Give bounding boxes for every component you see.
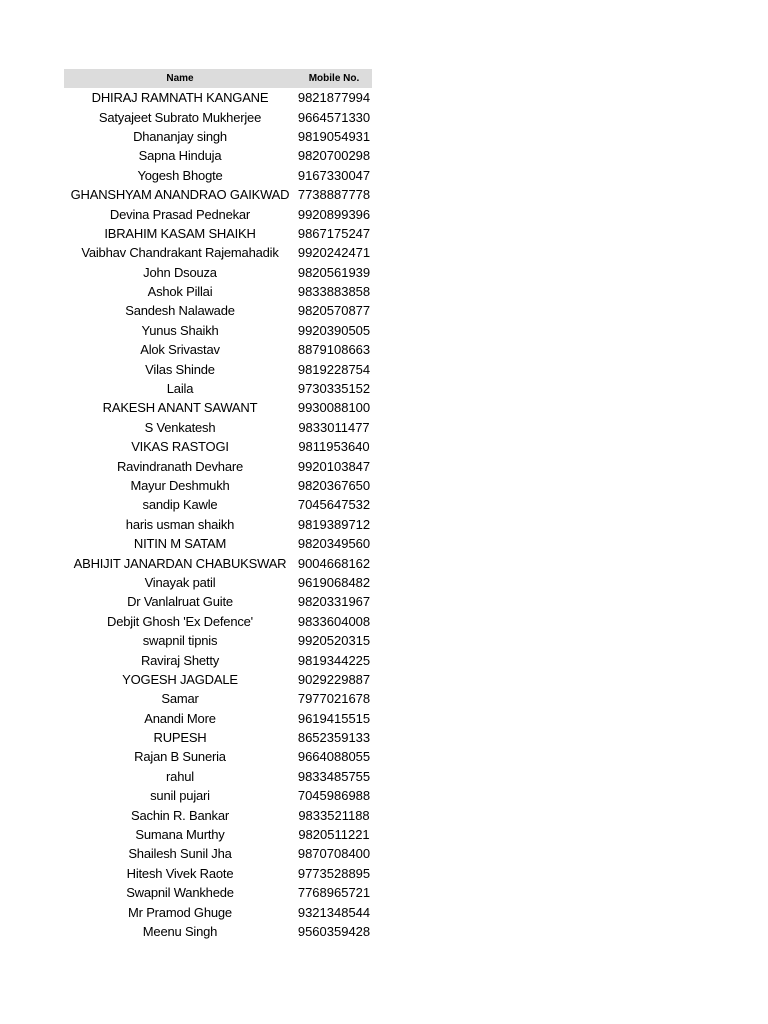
name-cell: Dr Vanlalruat Guite — [127, 594, 233, 610]
table-row — [64, 728, 372, 747]
name-cell: Vinayak patil — [144, 574, 216, 590]
table-row — [64, 456, 372, 475]
mobile-column-header: Mobile No. — [308, 73, 360, 84]
mobile-cell: 9867175247 — [297, 225, 371, 241]
mobile-cell: 9811953640 — [298, 439, 370, 455]
name-cell: Yogesh Bhogte — [137, 167, 223, 183]
table-row — [64, 127, 372, 146]
table-row — [64, 224, 372, 243]
table-row — [64, 166, 372, 185]
table-row — [64, 146, 372, 165]
name-cell: Rajan B Suneria — [134, 749, 226, 765]
mobile-cell: 9920520315 — [297, 633, 371, 649]
mobile-cell: 9820511221 — [298, 827, 370, 843]
name-cell: RAKESH ANANT SAWANT — [102, 400, 258, 416]
table-row — [64, 340, 372, 359]
table-row — [64, 670, 372, 689]
name-cell: Sumana Murthy — [135, 827, 225, 843]
table-row — [64, 437, 372, 456]
table-row — [64, 883, 372, 902]
name-cell: Sachin R. Bankar — [131, 807, 229, 823]
name-cell: Ravindranath Devhare — [116, 458, 244, 474]
mobile-cell: 7045647532 — [297, 497, 371, 513]
table-row — [64, 359, 372, 378]
table-row — [64, 243, 372, 262]
name-cell: swapnil tipnis — [142, 633, 218, 649]
table-row — [64, 844, 372, 863]
mobile-cell: 9920899396 — [297, 206, 371, 222]
table-row — [64, 515, 372, 534]
table-row — [64, 786, 372, 805]
name-cell: Ashok Pillai — [147, 284, 213, 300]
name-cell: Meenu Singh — [142, 923, 218, 939]
contact-table — [64, 69, 372, 941]
table-row — [64, 107, 372, 126]
mobile-cell: 9920242471 — [297, 245, 371, 261]
mobile-cell: 8652359133 — [297, 730, 371, 746]
mobile-cell: 9167330047 — [297, 167, 371, 183]
mobile-cell: 9820331967 — [297, 594, 371, 610]
table-row — [64, 922, 372, 941]
mobile-cell: 9664571330 — [297, 109, 371, 125]
name-cell: Swapnil Wankhede — [126, 885, 234, 901]
mobile-cell: 9820700298 — [297, 148, 371, 164]
mobile-cell: 7045986988 — [297, 788, 371, 804]
name-cell: Samar — [161, 691, 199, 707]
mobile-cell: 9321348544 — [297, 904, 371, 920]
name-cell: Vilas Shinde — [145, 361, 215, 377]
mobile-cell: 9560359428 — [297, 923, 371, 939]
name-cell: Anandi More — [144, 710, 216, 726]
mobile-cell: 9819228754 — [297, 361, 371, 377]
table-row — [64, 709, 372, 728]
table-row — [64, 689, 372, 708]
name-cell: Mr Pramod Ghuge — [128, 904, 232, 920]
mobile-cell: 9029229887 — [297, 671, 371, 687]
table-row — [64, 553, 372, 572]
name-cell: Shailesh Sunil Jha — [128, 846, 232, 862]
mobile-cell: 9821877994 — [297, 90, 371, 106]
name-cell: sunil pujari — [150, 788, 210, 804]
name-cell: rahul — [166, 768, 194, 784]
mobile-cell: 9819344225 — [297, 652, 371, 668]
name-cell: Dhananjay singh — [133, 128, 227, 144]
table-row — [64, 282, 372, 301]
name-cell: John Dsouza — [143, 264, 217, 280]
name-cell: YOGESH JAGDALE — [122, 671, 238, 687]
mobile-cell: 8879108663 — [297, 342, 371, 358]
mobile-cell: 9819054931 — [297, 128, 371, 144]
mobile-cell: 9820367650 — [297, 478, 371, 493]
table-row — [64, 592, 372, 611]
name-cell: Sandesh Nalawade — [125, 303, 235, 319]
mobile-cell: 9833011477 — [298, 419, 370, 435]
table-row — [64, 398, 372, 417]
table-row — [64, 767, 372, 786]
name-cell: GHANSHYAM ANANDRAO GAIKWAD — [70, 187, 290, 203]
name-column-header: Name — [166, 73, 194, 84]
table-row — [64, 825, 372, 844]
mobile-cell: 9833485755 — [297, 768, 371, 784]
table-body — [64, 88, 372, 941]
name-cell: Laila — [166, 381, 194, 397]
name-cell: Devina Prasad Pednekar — [109, 206, 251, 222]
table-row — [64, 612, 372, 631]
mobile-cell: 9773528895 — [297, 865, 371, 881]
mobile-cell: 9833883858 — [297, 284, 371, 300]
table-row — [64, 805, 372, 824]
mobile-cell: 9619068482 — [297, 574, 371, 590]
table-row — [64, 321, 372, 340]
mobile-cell: 9730335152 — [297, 381, 371, 397]
mobile-cell: 9664088055 — [297, 749, 371, 765]
table-row — [64, 301, 372, 320]
mobile-cell: 9920390505 — [297, 322, 371, 338]
name-cell: Debjit Ghosh 'Ex Defence' — [107, 613, 253, 629]
table-row — [64, 263, 372, 282]
mobile-cell: 9820570877 — [297, 303, 371, 319]
mobile-cell: 9820561939 — [297, 264, 371, 280]
table-header — [64, 69, 372, 88]
mobile-cell: 9619415515 — [297, 710, 371, 726]
mobile-cell: 7768965721 — [297, 885, 371, 901]
name-cell: Hitesh Vivek Raote — [126, 865, 234, 881]
table-row — [64, 418, 372, 437]
table-row — [64, 495, 372, 514]
name-cell: RUPESH — [153, 730, 207, 746]
table-row — [64, 650, 372, 669]
name-cell: DHIRAJ RAMNATH KANGANE — [91, 90, 269, 106]
mobile-cell: 9920103847 — [297, 458, 371, 474]
table-row — [64, 573, 372, 592]
name-cell: Vaibhav Chandrakant Rajemahadik — [81, 245, 279, 261]
table-row — [64, 631, 372, 650]
mobile-cell: 9870708400 — [297, 846, 371, 862]
table-row — [64, 379, 372, 398]
table-row — [64, 747, 372, 766]
table-row — [64, 902, 372, 921]
name-cell: Sapna Hinduja — [138, 148, 222, 164]
name-cell: Mayur Deshmukh — [130, 478, 230, 493]
table-row — [64, 185, 372, 204]
mobile-cell: 9004668162 — [297, 555, 371, 571]
name-cell: VIKAS RASTOGI — [131, 439, 229, 455]
mobile-cell: 7738887778 — [297, 187, 371, 203]
table-row — [64, 88, 372, 107]
table-row — [64, 534, 372, 553]
table-row — [64, 864, 372, 883]
mobile-cell: 9833521188 — [298, 807, 370, 823]
name-cell: Raviraj Shetty — [140, 652, 220, 668]
name-cell: S Venkatesh — [144, 419, 216, 435]
name-cell: ABHIJIT JANARDAN CHABUKSWAR — [73, 555, 287, 571]
mobile-cell: 7977021678 — [297, 691, 371, 707]
name-cell: Satyajeet Subrato Mukherjee — [98, 109, 262, 125]
table-row — [64, 476, 372, 495]
mobile-cell: 9930088100 — [297, 400, 371, 416]
name-cell: haris usman shaikh — [125, 516, 235, 532]
name-cell: IBRAHIM KASAM SHAIKH — [104, 225, 256, 241]
table-row — [64, 204, 372, 223]
mobile-cell: 9833604008 — [297, 613, 371, 629]
name-cell: Yunus Shaikh — [141, 322, 219, 338]
name-cell: Alok Srivastav — [140, 342, 220, 358]
mobile-cell: 9819389712 — [297, 516, 371, 532]
name-cell: sandip Kawle — [142, 497, 218, 513]
name-cell: NITIN M SATAM — [133, 536, 227, 552]
mobile-cell: 9820349560 — [297, 536, 371, 552]
